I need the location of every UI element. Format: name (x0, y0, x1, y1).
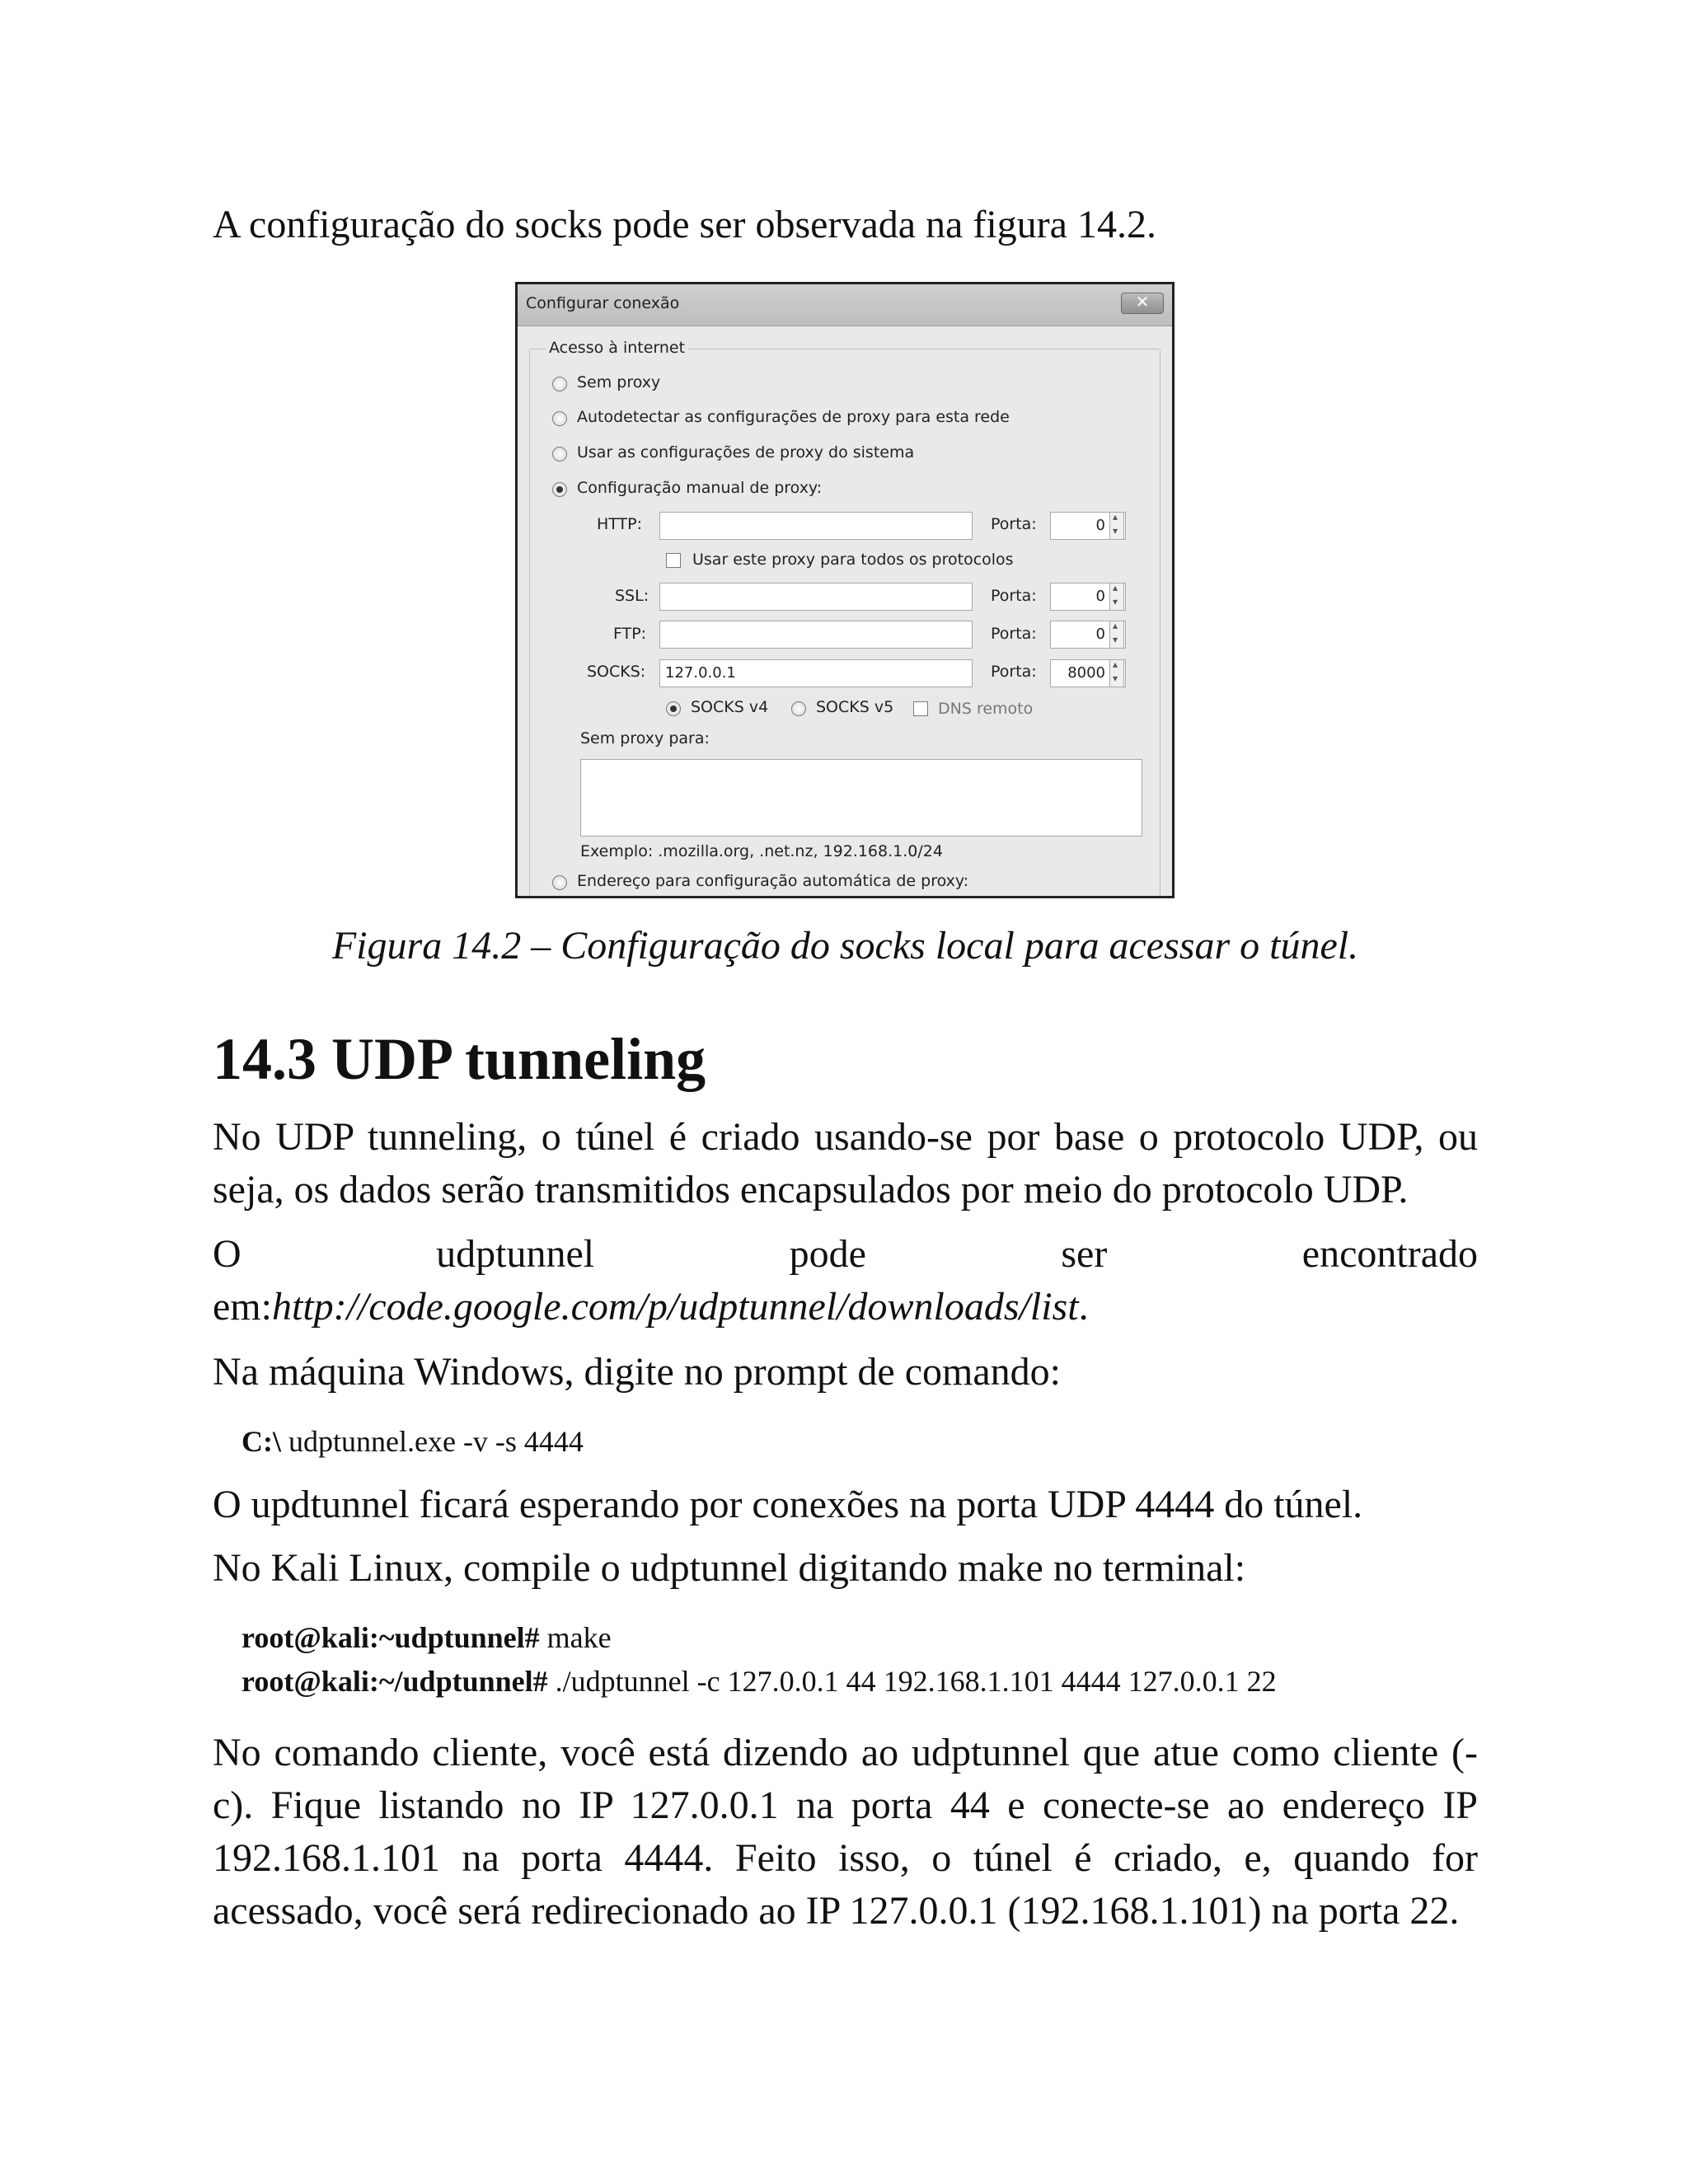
paragraph-kali: No Kali Linux, compile o udptunnel digitando make no terminal: (213, 1546, 1246, 1590)
ftp-port-spinner[interactable] (1109, 621, 1124, 649)
ftp-label: FTP: (613, 625, 647, 643)
socks-v5-radio[interactable] (791, 701, 806, 716)
http-port-spinner[interactable] (1109, 512, 1124, 540)
socks-port-label: Porta: (991, 663, 1037, 681)
intro-paragraph: A configuração do socks pode ser observada na figura 14.2. (213, 203, 1156, 246)
close-button[interactable] (1121, 293, 1164, 314)
same-proxy-checkbox[interactable] (666, 553, 681, 568)
no-proxy-for-label: Sem proxy para: (580, 729, 710, 748)
no-proxy-radio[interactable] (552, 377, 567, 391)
dns-remote-checkbox[interactable] (913, 701, 928, 716)
socks-v4-label: SOCKS v4 (691, 698, 769, 716)
manual-proxy-label: Configuração manual de proxy: (577, 479, 823, 497)
command-text: make (539, 1621, 612, 1654)
auto-config-label: Endereço para configuração automática de proxy: (577, 872, 969, 890)
autodetect-radio[interactable] (552, 411, 567, 426)
autodetect-label: Autodetectar as configurações de proxy para esta rede (577, 408, 1010, 426)
connection-settings-dialog (515, 282, 1175, 898)
ssl-port-label: Porta: (991, 587, 1037, 605)
ssl-port-input[interactable]: 0 (1050, 583, 1126, 611)
socks-port-input[interactable]: 8000 (1050, 659, 1126, 687)
download-prefix: em: (213, 1285, 272, 1329)
same-proxy-label: Usar este proxy para todos os protocolos (692, 551, 1014, 569)
download-link[interactable]: http://code.google.com/p/udptunnel/downloads/list (271, 1285, 1079, 1329)
command-prompt: root@kali:~/udptunnel# (241, 1665, 548, 1698)
socks-v5-label: SOCKS v5 (816, 698, 894, 716)
command-text: ./udptunnel -c 127.0.0.1 44 192.168.1.101 4444 127.0.0.1 22 (547, 1665, 1277, 1698)
paragraph-download-line1: O udptunnel pode ser encontrado (213, 1232, 1478, 1276)
ftp-input[interactable] (659, 621, 973, 649)
ssl-input[interactable] (659, 583, 973, 611)
http-label: HTTP: (597, 515, 643, 533)
no-proxy-for-textarea[interactable] (580, 759, 1142, 837)
command-prompt: C:\ (241, 1425, 281, 1458)
ssl-label: SSL: (615, 587, 649, 605)
http-port-label: Porta: (991, 515, 1037, 533)
command-text: udptunnel.exe -v -s 4444 (281, 1425, 584, 1458)
command-udptunnel (241, 1659, 1277, 1704)
download-suffix: . (1078, 1285, 1089, 1329)
dialog-title: Configurar conexão (526, 294, 680, 312)
http-input[interactable] (659, 512, 973, 540)
system-proxy-radio[interactable] (552, 447, 567, 462)
paragraph-download-line2 (213, 1281, 1478, 1333)
paragraph-waiting: O updtunnel ficará esperando por conexões na porta UDP 4444 do túnel. (213, 1483, 1363, 1526)
socks-port-spinner[interactable] (1109, 659, 1124, 687)
dns-remote-label: DNS remoto (938, 700, 1034, 718)
ftp-port-label: Porta: (991, 625, 1037, 643)
example-hint: Exemplo: .mozilla.org, .net.nz, 192.168.1.0/24 (580, 842, 943, 860)
group-label: Acesso à internet (546, 339, 688, 357)
socks-v4-radio[interactable] (666, 701, 681, 716)
http-port-input[interactable]: 0 (1050, 512, 1126, 540)
section-heading: 14.3 UDP tunneling (213, 1026, 706, 1092)
close-icon: ✕ (1135, 292, 1150, 312)
ftp-port-input[interactable]: 0 (1050, 621, 1126, 649)
command-make (241, 1615, 612, 1660)
figure-caption: Figura 14.2 – Configuração do socks local para acessar o túnel. (331, 924, 1359, 968)
dialog-titlebar (518, 284, 1172, 326)
auto-config-radio[interactable] (552, 875, 567, 890)
socks-input[interactable]: 127.0.0.1 (659, 659, 973, 687)
manual-proxy-radio[interactable] (552, 482, 567, 497)
no-proxy-label: Sem proxy (577, 373, 661, 391)
paragraph-windows: Na máquina Windows, digite no prompt de comando: (213, 1350, 1061, 1394)
command-prompt: root@kali:~udptunnel# (241, 1621, 540, 1654)
paragraph-client-explanation: No comando cliente, você está dizendo ao udptunnel que atue como cliente (-c). Fique listando no IP 127.0.0.1 na porta 44 e conecte-se ao endereço IP 192.168.1.101 na porta 4444. Feito isso, o túnel é criado, e, quando for acessado, você será redirecionado ao IP 127.0.0.1 (192.168.1.101) na porta 22. (213, 1731, 1478, 1933)
socks-label: SOCKS: (587, 663, 646, 681)
system-proxy-label: Usar as configurações de proxy do sistema (577, 443, 915, 462)
paragraph-udp-tunneling: No UDP tunneling, o túnel é criado usando-se por base o protocolo UDP, ou seja, os dados serão transmitidos encapsulados por meio do protocolo UDP. (213, 1115, 1478, 1212)
ssl-port-spinner[interactable] (1109, 583, 1124, 611)
command-windows (241, 1419, 584, 1464)
